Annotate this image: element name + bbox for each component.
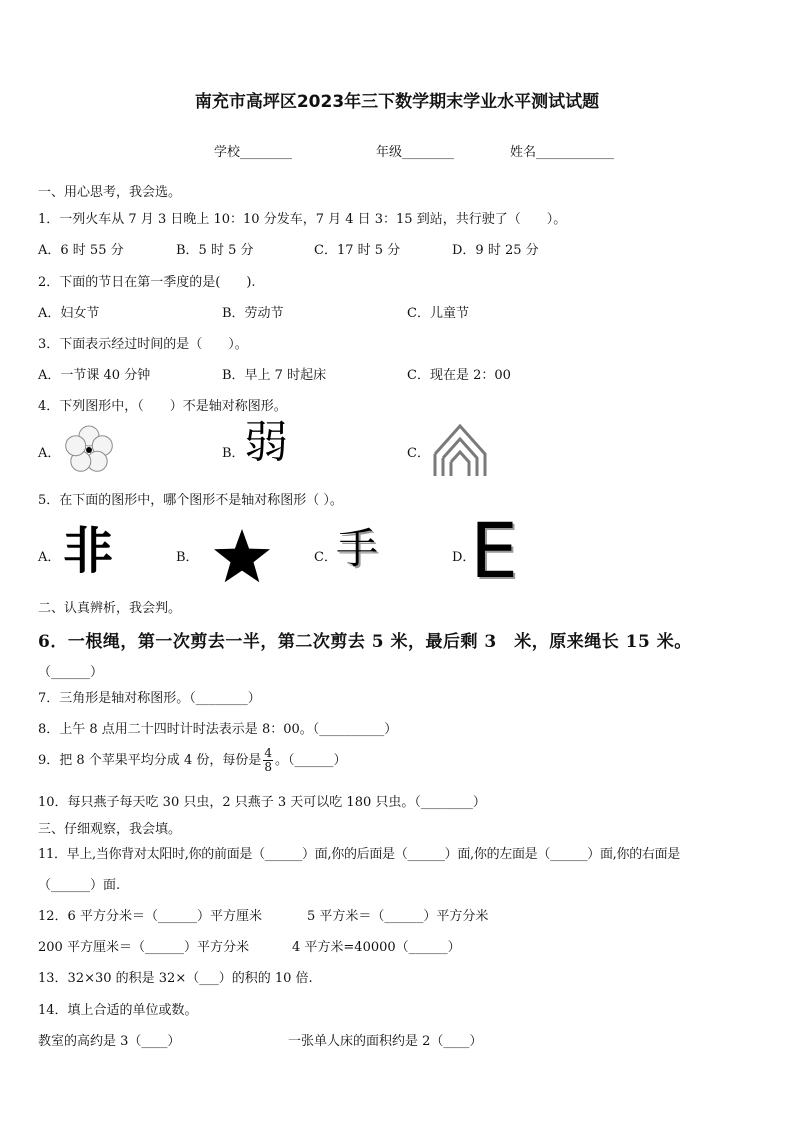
q10-statement[interactable]: 10．每只燕子每天吃 30 只虫，2 只燕子 3 天可以吃 180 只虫。（________） [38, 795, 486, 810]
q1-stem: 1．一列火车从 7 月 3 日晚上 10：10 分发车，7 月 4 日 3：15 到站，共行驶了（ ）。 [38, 212, 567, 227]
q2-option-c[interactable]: C．儿童节 [407, 306, 469, 321]
q1-option-b[interactable]: B．5 时 5 分 [176, 243, 254, 258]
page-title: 南充市高坪区2023年三下数学期末学业水平测试试题 [194, 92, 600, 112]
q9-text-after: 。（______） [274, 753, 347, 768]
q5-option-c[interactable]: C． [314, 550, 337, 565]
q2-stem: 2．下面的节日在第一季度的是( ). [38, 275, 256, 290]
q5-stem: 5．在下面的图形中，哪个图形不是轴对称图形（ ）。 [38, 493, 343, 508]
q4-option-c[interactable]: C． [407, 446, 430, 461]
q4-figure-b-glyph: 弱 [244, 417, 288, 468]
section-2-heading: 二、认真辨析，我会判。 [38, 601, 182, 616]
q2-option-b[interactable]: B．劳动节 [222, 306, 284, 321]
section-3-heading: 三、仔细观察，我会填。 [38, 822, 182, 837]
q14-item-b[interactable]: 一张单人床的面积约是 2（____） [288, 1034, 483, 1049]
q3-stem: 3．下面表示经过时间的是（ ）。 [38, 337, 248, 352]
q9-denominator: 8 [264, 760, 272, 774]
q12-item-b[interactable]: 5 平方米＝（______）平方分米 [307, 909, 489, 924]
school-field[interactable]: 学校________ [214, 145, 293, 160]
q5-option-d[interactable]: D． [452, 550, 476, 565]
q11-line-2[interactable]: （______）面. [38, 878, 121, 893]
q1-option-c[interactable]: C．17 时 5 分 [314, 243, 401, 258]
q12-item-d[interactable]: 4 平方米=40000（______） [292, 940, 461, 955]
q9-statement[interactable] [38, 744, 347, 778]
q5-option-b[interactable]: B． [176, 550, 199, 565]
q6-stem: 6．一根绳，第一次剪去一半，第二次剪去 5 米，最后剩 3 米，原来绳长 15 米。 [38, 632, 692, 652]
q14-stem: 14．填上合适的单位或数。 [38, 1003, 198, 1018]
q12-item-a[interactable]: 12．6 平方分米＝（______）平方厘米 [38, 909, 262, 924]
q11-line-1[interactable]: 11．早上,当你背对太阳时,你的前面是（______）面,你的后面是（______）面,你的左面是（______）面,你的右面是 [38, 847, 681, 862]
q6-answer-blank[interactable]: （______） [38, 665, 104, 680]
q7-statement[interactable]: 7．三角形是轴对称图形。（________） [38, 691, 261, 706]
q9-text-before: 9．把 8 个苹果平均分成 4 份，每份是 [38, 753, 262, 768]
q9-fraction [263, 747, 273, 774]
nested-chevron-figure-icon [432, 420, 488, 478]
section-1-heading: 一、用心思考，我会选。 [38, 185, 182, 200]
star-figure-icon [212, 527, 272, 585]
name-field[interactable]: 姓名____________ [510, 145, 615, 160]
q14-item-a[interactable]: 教室的高约是 3（____） [38, 1034, 181, 1049]
q3-option-c[interactable]: C．现在是 2：00 [407, 368, 511, 383]
q12-item-c[interactable]: 200 平方厘米＝（______）平方分米 [38, 940, 249, 955]
q5-figure-c-glyph: 手 [336, 524, 379, 573]
q3-option-b[interactable]: B．早上 7 时起床 [222, 368, 327, 383]
q5-figure-a-glyph: 非 [63, 522, 113, 580]
q3-option-a[interactable]: A．一节课 40 分钟 [38, 368, 151, 383]
q5-figure-d-glyph: E [470, 506, 519, 595]
q9-numerator: 4 [264, 746, 272, 760]
q4-option-a[interactable]: A． [38, 446, 61, 461]
q2-option-a[interactable]: A．妇女节 [38, 306, 100, 321]
q4-option-b[interactable]: B． [222, 446, 245, 461]
q5-option-a[interactable]: A． [38, 550, 61, 565]
flower-figure-icon [63, 424, 115, 476]
q8-statement[interactable]: 8．上午 8 点用二十四时计时法表示是 8：00。（__________） [38, 722, 398, 737]
grade-field[interactable]: 年级________ [376, 145, 455, 160]
q4-stem: 4．下列图形中，（ ）不是轴对称图形。 [38, 399, 287, 414]
q1-option-d[interactable]: D．9 时 25 分 [452, 243, 539, 258]
q13-statement[interactable]: 13．32×30 的积是 32×（___）的积的 10 倍. [38, 971, 313, 986]
q1-option-a[interactable]: A．6 时 55 分 [38, 243, 124, 258]
